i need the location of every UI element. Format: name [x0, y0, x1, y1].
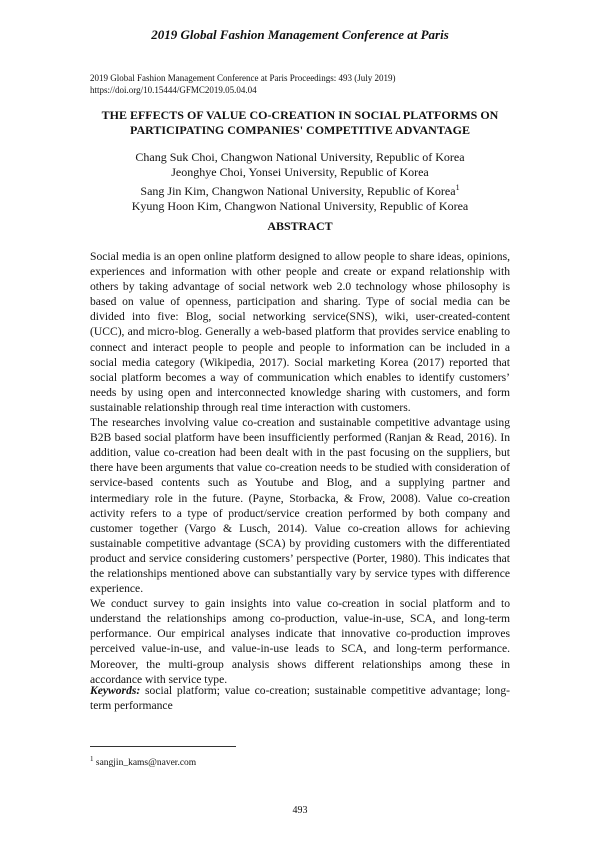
doi-link[interactable]: https://doi.org/10.15444/GFMC2019.05.04.04 — [90, 85, 257, 95]
abstract-paragraph: We conduct survey to gain insights into value co-creation in social platform and to understand the relationships among co-production, value-in-use, SCA, and long-term performance. Our empirical analyses indicate that innovative co-production improves perceived value-in-use, and value-in-use leads to SCA, and long-term performance. Moreover, the multi-group analysis shows different relationships among these in accordance with service type. — [90, 597, 510, 686]
footnote-marker: 1 — [455, 183, 460, 192]
author-line: Jeonghye Choi, Yonsei University, Republic of Korea — [171, 165, 429, 179]
paper-title — [60, 108, 540, 138]
abstract-paragraph: Social media is an open online platform designed to allow people to share ideas, opinions, experiences and information with other people and create or expand relationship with others by taking advantage of social network web 2.0 technology whose philosophy is based on value of openness, participation and sharing. Type of social media can be divided into five: Blog, social networking service(SNS), wiki, user-created-content (UCC), and micro-blog. Generally a web-based platform that provides service enabling to connect and interact people to people and people to information can be included in a social media category (Wikipedia, 2017). Social marketing Korea (2017) reported that social platform becomes a way of communication which enables to identify customers’ needs by using open and interconnected knowledge sharing with customers, and form sustainable relationship through real time interaction with customers. — [90, 250, 510, 414]
keywords-text: social platform; value co-creation; sustainable competitive advantage; long-term performance — [90, 684, 510, 713]
author-line: Kyung Hoon Kim, Changwon National University, Republic of Korea — [131, 199, 469, 213]
footnote-email: sangjin_kams@naver.com — [93, 758, 197, 769]
proceedings-info — [90, 72, 395, 96]
running-head: 2019 Global Fashion Management Conference at Paris — [151, 27, 449, 42]
abstract-heading: ABSTRACT — [267, 219, 333, 233]
keywords-label: Keywords: — [90, 684, 141, 697]
footnote — [90, 755, 196, 768]
footnote-divider — [90, 746, 236, 747]
title-line-1: THE EFFECTS OF VALUE CO-CREATION IN SOCIAL PLATFORMS ON — [101, 108, 499, 122]
keywords — [90, 683, 510, 713]
footnote-number: 1 — [90, 755, 94, 763]
proceedings-citation: 2019 Global Fashion Management Conference at Paris Proceedings: 493 (July 2019) — [90, 73, 396, 83]
abstract-paragraph: The researches involving value co-creation and sustainable competitive advantage using B2B based social platform have been insufficiently performed (Ranjan & Read, 2016). In addition, value co-creation had been dealt with in the past focusing on the suppliers, but there have been arguments that value co-creation needs to be studied with consideration of service-based contents such as Youtube and Blog, and a supplying partner and intermediary role in the future. (Payne, Storbacka, & Frow, 2008). Value co-creation activity refers to a type of product/service creation performed by both company and customer together (Vargo & Lusch, 2014). Value co-creation allows for achieving sustainable competitive advantage (SCA) by providing customers with the differentiated product and service considering customers’ perspective (Porter, 1980). This indicates that the relationships mentioned above can substantially vary by service types with difference experience. — [90, 416, 510, 596]
title-line-2: PARTICIPATING COMPANIES' COMPETITIVE ADVANTAGE — [130, 123, 470, 137]
author-list — [60, 150, 540, 214]
author-line: Chang Suk Choi, Changwon National University, Republic of Korea — [135, 150, 465, 164]
author-line: Sang Jin Kim, Changwon National University, Republic of Korea$^1$ — [140, 183, 460, 198]
page-number: 493 — [292, 805, 308, 816]
abstract-body — [90, 249, 510, 687]
